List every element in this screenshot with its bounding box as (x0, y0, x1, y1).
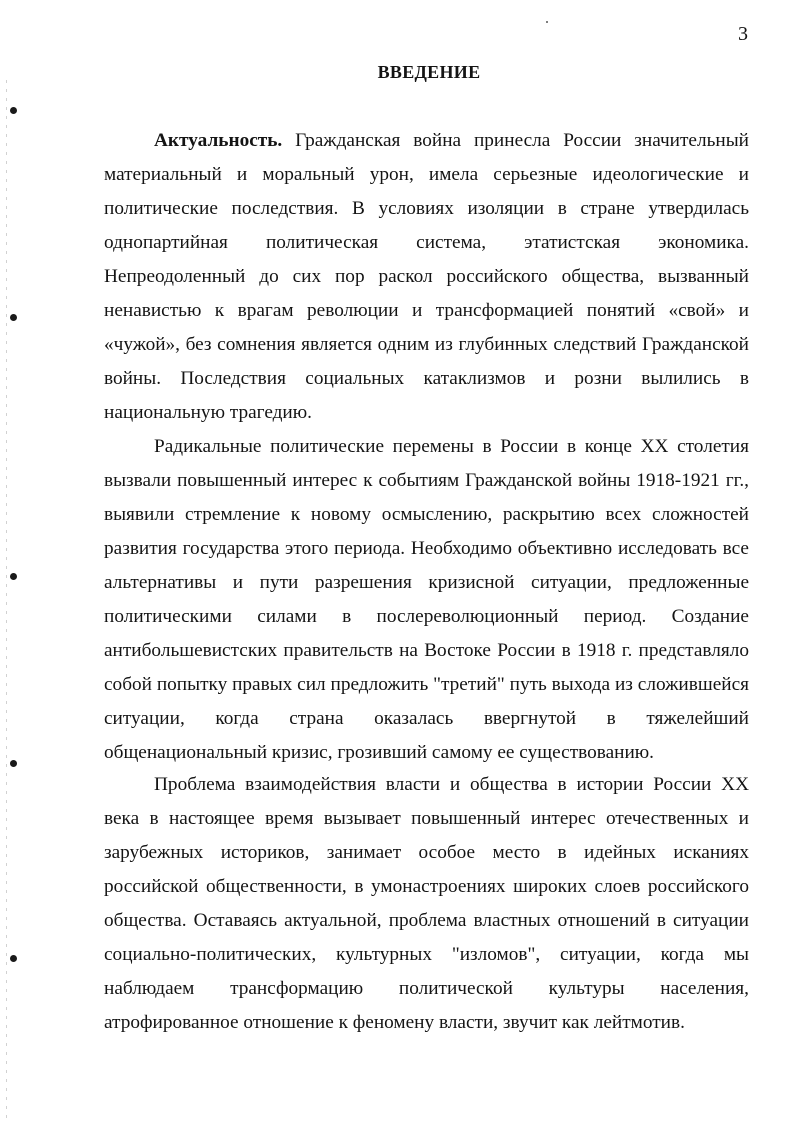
scan-speck (546, 21, 548, 23)
paragraph-political-changes (104, 430, 749, 770)
binding-hole-mark (10, 107, 17, 114)
paragraph-relevance (104, 124, 749, 430)
paragraph-power-and-society (104, 768, 749, 1040)
page-number: 3 (738, 23, 748, 45)
page-title: ВВЕДЕНИЕ (377, 62, 481, 82)
paragraph-text: Проблема взаимодействия власти и общества в истории России XX века в настоящее время вызывает повышенный интерес отечественных и зарубежных историков, занимает особое место в идейных исканиях российской общественности, в умонастроениях широких слоев российского общества. Оставаясь актуальной, проблема властных отношений в ситуации социально-политических, культурных "изломов", ситуации, когда мы наблюдаем трансформацию политической культуры населения, атрофированное отношение к феномену власти, звучит как лейтмотив. (104, 774, 749, 1033)
binding-hole-mark (10, 573, 17, 580)
binding-hole-mark (10, 760, 17, 767)
paragraph-text: Гражданская война принесла России значительный материальный и моральный урон, имела серьезные идеологические и политические последствия. В условиях изоляции в стране утвердилась однопартийная политическая система, этатистская экономика. Непреодоленный до сих пор раскол российского общества, вызванный ненавистью к врагам революции и трансформацией понятий «свой» и «чужой», без сомнения является одним из глубинных следствий Гражданской войны. Последствия социальных катаклизмов и розни вылились в национальную трагедию. (104, 130, 749, 423)
paragraph-text: Радикальные политические перемены в России в конце XX столетия вызвали повышенный интерес к событиям Гражданской войны 1918-1921 гг., выявили стремление к новому осмыслению, раскрытию всех сложностей развития государства этого периода. Необходимо объективно исследовать все альтернативы и пути разрешения кризисной ситуации, предложенные политическими силами в послереволюционный период. Создание антибольшевистских правительств на Востоке России в 1918 г. представляло собой попытку правых сил предложить "третий" путь выхода из сложившейся ситуации, когда страна оказалась ввергнутой в тяжелейший общенациональный кризис, грозивший самому ее существованию. (104, 436, 749, 763)
paragraph-lead: Актуальность. (154, 130, 283, 151)
binding-hole-mark (10, 955, 17, 962)
binding-hole-mark (10, 314, 17, 321)
scan-edge-artifact (6, 80, 7, 1120)
